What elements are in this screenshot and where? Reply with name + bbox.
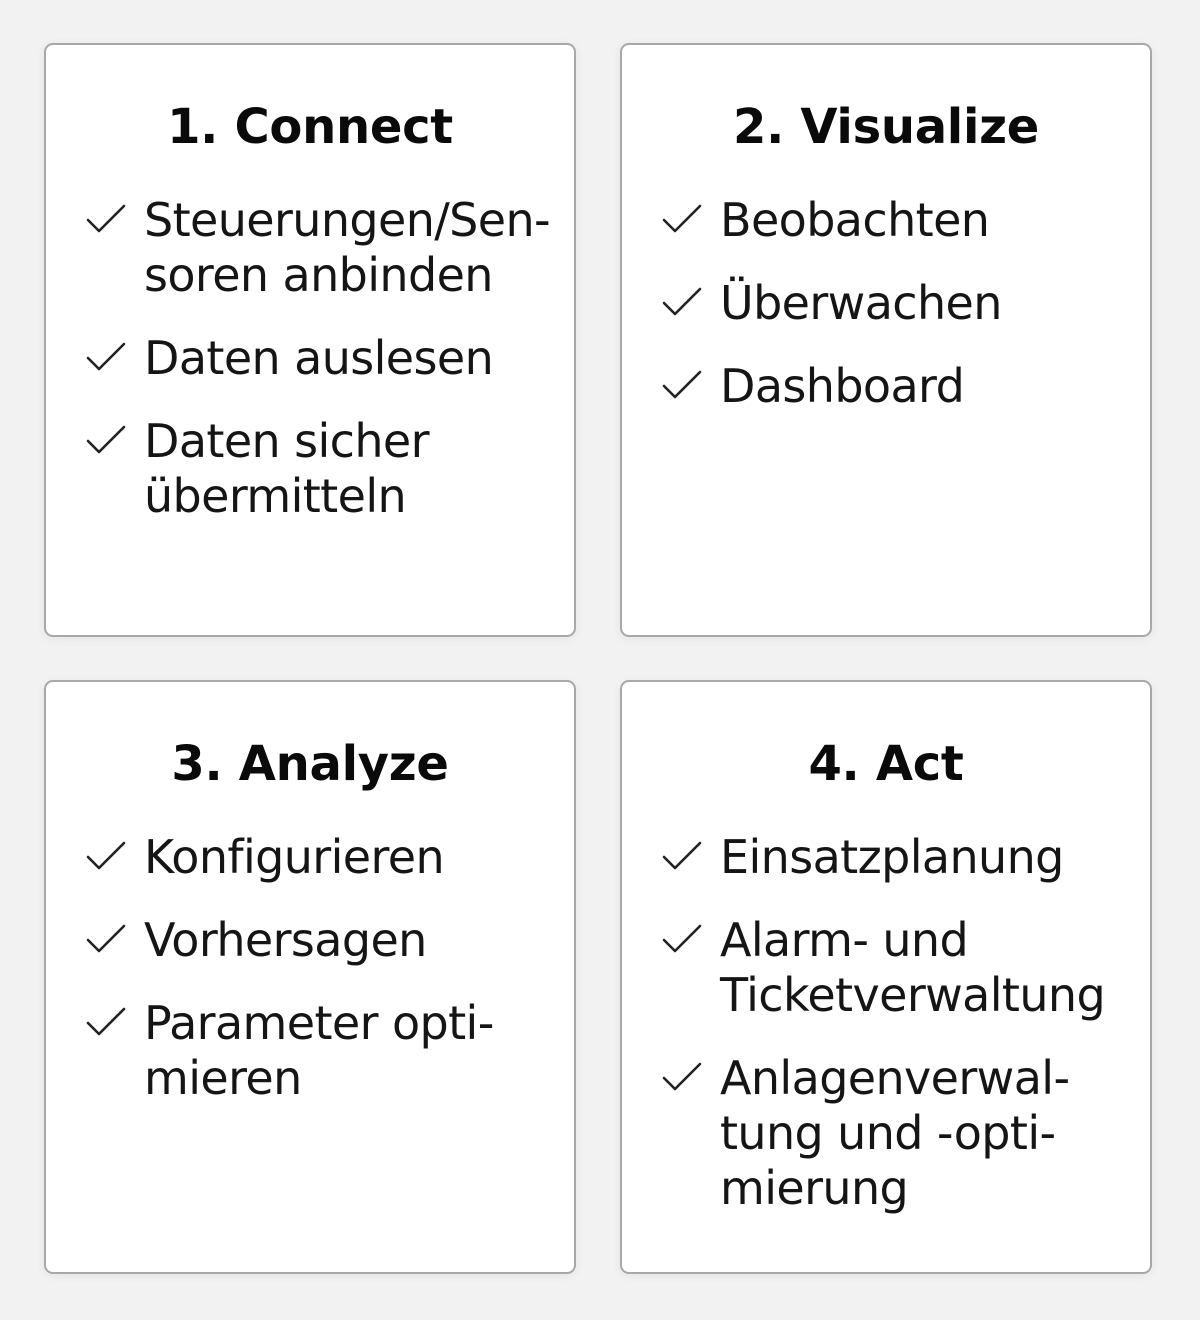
list-item-text: Dashboard: [720, 359, 965, 413]
check-icon: [660, 921, 704, 957]
check-icon: [84, 422, 128, 458]
check-icon: [660, 284, 704, 320]
list-item-text: Einsatzplanung: [720, 830, 1064, 884]
card-title: 1. Connect: [167, 99, 453, 155]
list-item: [84, 996, 564, 1106]
checklist: [660, 830, 1140, 1244]
check-icon: [84, 1004, 128, 1040]
checklist: [660, 193, 1140, 442]
list-item: [660, 359, 1140, 414]
list-item: [84, 414, 564, 524]
card-title: 4. Act: [808, 736, 964, 792]
list-item-text: Alarm- und Ticketverwaltung: [720, 913, 1106, 1022]
card-title: 3. Analyze: [171, 736, 449, 792]
checklist: [84, 193, 564, 552]
card-connect: [44, 43, 576, 637]
list-item-text: Anlagenverwal- tung und -opti- mierung: [720, 1051, 1070, 1215]
list-item: [660, 276, 1140, 331]
card-act: [620, 680, 1152, 1274]
list-item: [660, 830, 1140, 885]
list-item: [84, 193, 564, 303]
list-item-text: Daten auslesen: [144, 331, 494, 385]
list-item: [84, 830, 564, 885]
card-analyze: [44, 680, 576, 1274]
list-item: [660, 193, 1140, 248]
check-icon: [660, 201, 704, 237]
check-icon: [84, 339, 128, 375]
list-item-text: Steuerungen/Sen- soren anbinden: [144, 193, 551, 302]
check-icon: [660, 838, 704, 874]
check-icon: [84, 921, 128, 957]
card-visualize: [620, 43, 1152, 637]
list-item: [84, 331, 564, 386]
check-icon: [660, 367, 704, 403]
list-item: [660, 1051, 1140, 1216]
list-item-text: Daten sicher übermitteln: [144, 414, 429, 523]
check-icon: [660, 1059, 704, 1095]
list-item-text: Überwachen: [720, 276, 1002, 330]
list-item-text: Vorhersagen: [144, 913, 427, 967]
card-title: 2. Visualize: [732, 99, 1040, 155]
list-item: [660, 913, 1140, 1023]
check-icon: [84, 838, 128, 874]
list-item-text: Parameter opti- mieren: [144, 996, 494, 1105]
checklist: [84, 830, 564, 1134]
list-item-text: Konfigurieren: [144, 830, 445, 884]
list-item: [84, 913, 564, 968]
check-icon: [84, 201, 128, 237]
list-item-text: Beobachten: [720, 193, 990, 247]
